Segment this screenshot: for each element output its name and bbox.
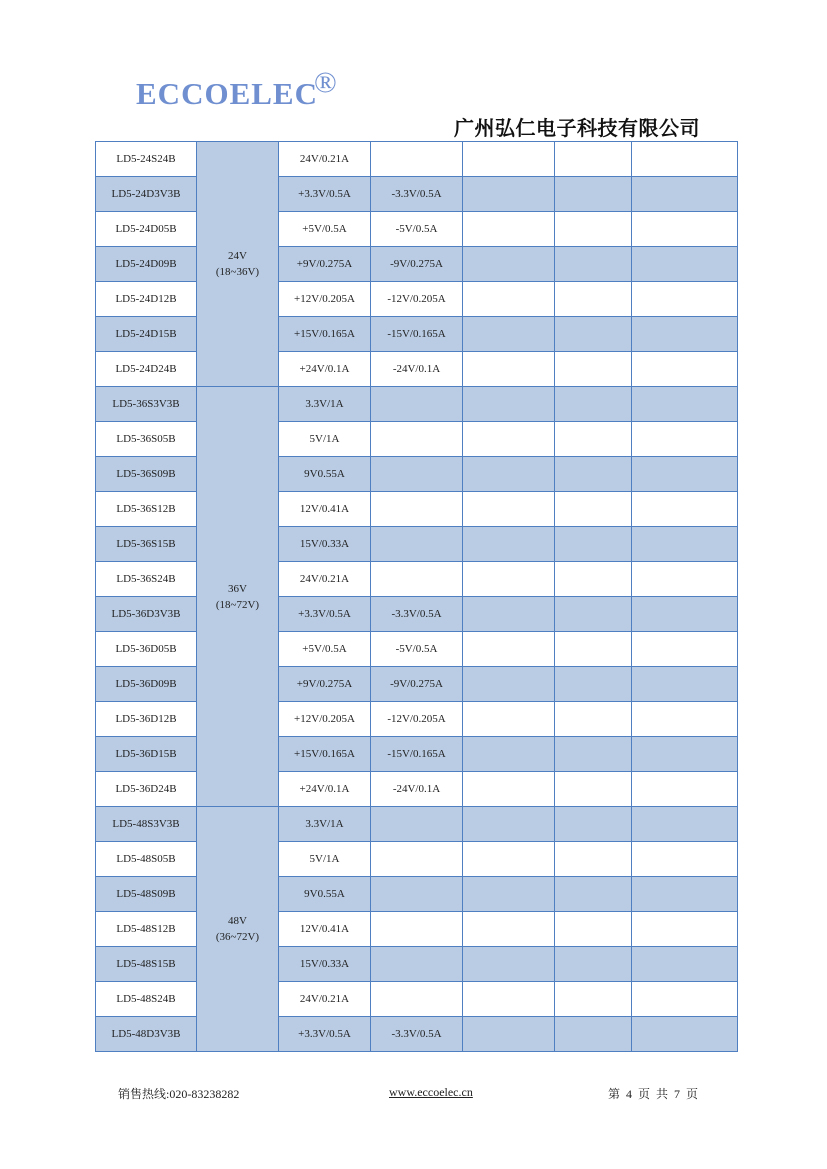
empty-spec-cell: [555, 562, 632, 597]
empty-spec-cell: [632, 632, 738, 667]
output1-cell: 24V/0.21A: [279, 562, 371, 597]
empty-spec-cell: [463, 807, 555, 842]
table-row: [96, 352, 738, 387]
empty-spec-cell: [463, 282, 555, 317]
empty-spec-cell: [632, 527, 738, 562]
table-row: [96, 317, 738, 352]
output1-cell: +9V/0.275A: [279, 667, 371, 702]
empty-spec-cell: [555, 982, 632, 1017]
logo-text: ECCOELEC: [136, 76, 318, 111]
table-row: [96, 982, 738, 1017]
table-row: [96, 177, 738, 212]
empty-spec-cell: [555, 947, 632, 982]
empty-spec-cell: [463, 772, 555, 807]
model-cell: LD5-24D15B: [96, 317, 197, 352]
model-cell: LD5-36S09B: [96, 457, 197, 492]
output1-cell: +15V/0.165A: [279, 737, 371, 772]
empty-spec-cell: [463, 842, 555, 877]
model-cell: LD5-24D09B: [96, 247, 197, 282]
empty-spec-cell: [632, 842, 738, 877]
empty-spec-cell: [463, 317, 555, 352]
empty-spec-cell: [555, 177, 632, 212]
table-row: [96, 737, 738, 772]
page-number: 第 4 页 共 7 页: [608, 1087, 699, 1101]
output1-cell: 15V/0.33A: [279, 527, 371, 562]
empty-spec-cell: [555, 667, 632, 702]
empty-spec-cell: [632, 212, 738, 247]
model-cell: LD5-36S15B: [96, 527, 197, 562]
empty-spec-cell: [463, 912, 555, 947]
input-voltage-nominal: 24V: [228, 250, 247, 262]
output1-cell: +24V/0.1A: [279, 772, 371, 807]
empty-spec-cell: [632, 247, 738, 282]
empty-spec-cell: [632, 317, 738, 352]
output1-cell: +5V/0.5A: [279, 212, 371, 247]
model-cell: LD5-48S12B: [96, 912, 197, 947]
table-row: [96, 947, 738, 982]
model-cell: LD5-36S3V3B: [96, 387, 197, 422]
model-cell: LD5-48S09B: [96, 877, 197, 912]
empty-spec-cell: [463, 1017, 555, 1052]
empty-spec-cell: [463, 982, 555, 1017]
model-cell: LD5-24S24B: [96, 142, 197, 177]
empty-spec-cell: [555, 597, 632, 632]
empty-spec-cell: [555, 807, 632, 842]
model-cell: LD5-24D05B: [96, 212, 197, 247]
output2-cell: [371, 842, 463, 877]
empty-spec-cell: [632, 807, 738, 842]
output1-cell: +9V/0.275A: [279, 247, 371, 282]
output2-cell: [371, 807, 463, 842]
empty-spec-cell: [632, 387, 738, 422]
website-link[interactable]: www.eccoelec.cn: [389, 1085, 473, 1099]
model-cell: LD5-48S15B: [96, 947, 197, 982]
output2-cell: -3.3V/0.5A: [371, 597, 463, 632]
empty-spec-cell: [463, 597, 555, 632]
empty-spec-cell: [555, 842, 632, 877]
output2-cell: -24V/0.1A: [371, 352, 463, 387]
empty-spec-cell: [632, 1017, 738, 1052]
registered-mark: ®: [314, 66, 338, 99]
model-cell: LD5-36S05B: [96, 422, 197, 457]
output1-cell: +12V/0.205A: [279, 282, 371, 317]
empty-spec-cell: [555, 457, 632, 492]
empty-spec-cell: [555, 877, 632, 912]
empty-spec-cell: [555, 142, 632, 177]
company-logo: [136, 66, 338, 112]
empty-spec-cell: [463, 177, 555, 212]
output2-cell: [371, 422, 463, 457]
empty-spec-cell: [555, 702, 632, 737]
output1-cell: 3.3V/1A: [279, 807, 371, 842]
empty-spec-cell: [632, 772, 738, 807]
table-row: [96, 247, 738, 282]
output1-cell: +3.3V/0.5A: [279, 597, 371, 632]
empty-spec-cell: [463, 562, 555, 597]
input-voltage-range: (18~72V): [215, 598, 260, 611]
output1-cell: 24V/0.21A: [279, 142, 371, 177]
output2-cell: [371, 562, 463, 597]
output2-cell: [371, 457, 463, 492]
input-voltage-range: (36~72V): [215, 931, 260, 943]
model-cell: LD5-24D24B: [96, 352, 197, 387]
empty-spec-cell: [463, 877, 555, 912]
empty-spec-cell: [632, 877, 738, 912]
output1-cell: 15V/0.33A: [279, 947, 371, 982]
table-row: [96, 492, 738, 527]
output2-cell: -12V/0.205A: [371, 282, 463, 317]
output2-cell: -3.3V/0.5A: [371, 177, 463, 212]
output2-cell: [371, 527, 463, 562]
empty-spec-cell: [463, 632, 555, 667]
empty-spec-cell: [463, 527, 555, 562]
output2-cell: -24V/0.1A: [371, 772, 463, 807]
empty-spec-cell: [632, 177, 738, 212]
output2-cell: -15V/0.165A: [371, 737, 463, 772]
model-cell: LD5-48S24B: [96, 982, 197, 1017]
empty-spec-cell: [463, 702, 555, 737]
empty-spec-cell: [555, 212, 632, 247]
output1-cell: 5V/1A: [279, 422, 371, 457]
model-cell: LD5-36D05B: [96, 632, 197, 667]
table-row: [96, 632, 738, 667]
table-row: [96, 142, 738, 177]
empty-spec-cell: [463, 212, 555, 247]
output1-cell: 9V0.55A: [279, 457, 371, 492]
table-row: [96, 772, 738, 807]
empty-spec-cell: [555, 387, 632, 422]
empty-spec-cell: [463, 387, 555, 422]
table-row: [96, 562, 738, 597]
empty-spec-cell: [463, 422, 555, 457]
empty-spec-cell: [632, 457, 738, 492]
input-voltage-nominal: 48V: [228, 915, 247, 927]
output1-cell: 5V/1A: [279, 842, 371, 877]
output2-cell: [371, 492, 463, 527]
empty-spec-cell: [632, 737, 738, 772]
company-name: 广州弘仁电子科技有限公司: [454, 116, 700, 140]
model-cell: LD5-36D15B: [96, 737, 197, 772]
output2-cell: [371, 947, 463, 982]
empty-spec-cell: [555, 317, 632, 352]
output1-cell: +3.3V/0.5A: [279, 177, 371, 212]
table-row: [96, 807, 738, 842]
output2-cell: -5V/0.5A: [371, 632, 463, 667]
output2-cell: [371, 982, 463, 1017]
model-cell: LD5-36D3V3B: [96, 597, 197, 632]
table-row: [96, 912, 738, 947]
empty-spec-cell: [632, 422, 738, 457]
model-cell: LD5-48S05B: [96, 842, 197, 877]
input-voltage-range: (18~36V): [215, 266, 260, 278]
empty-spec-cell: [632, 912, 738, 947]
empty-spec-cell: [632, 702, 738, 737]
empty-spec-cell: [463, 457, 555, 492]
empty-spec-cell: [632, 352, 738, 387]
input-voltage-cell: [197, 807, 279, 1052]
empty-spec-cell: [632, 282, 738, 317]
empty-spec-cell: [463, 247, 555, 282]
output1-cell: 3.3V/1A: [279, 387, 371, 422]
output2-cell: [371, 912, 463, 947]
empty-spec-cell: [555, 282, 632, 317]
output2-cell: -5V/0.5A: [371, 212, 463, 247]
empty-spec-cell: [463, 352, 555, 387]
output1-cell: 9V0.55A: [279, 877, 371, 912]
output2-cell: -12V/0.205A: [371, 702, 463, 737]
empty-spec-cell: [555, 352, 632, 387]
table-row: [96, 597, 738, 632]
spec-table-body: [96, 142, 738, 1052]
output2-cell: -3.3V/0.5A: [371, 1017, 463, 1052]
empty-spec-cell: [632, 562, 738, 597]
table-row: [96, 877, 738, 912]
empty-spec-cell: [555, 422, 632, 457]
sales-hotline: 销售热线:020-83238282: [118, 1087, 240, 1101]
table-row: [96, 457, 738, 492]
output2-cell: -9V/0.275A: [371, 667, 463, 702]
table-row: [96, 422, 738, 457]
model-cell: LD5-24D12B: [96, 282, 197, 317]
output2-cell: [371, 387, 463, 422]
output2-cell: -15V/0.165A: [371, 317, 463, 352]
product-spec-table: [95, 141, 738, 1052]
empty-spec-cell: [632, 947, 738, 982]
table-row: [96, 527, 738, 562]
empty-spec-cell: [463, 667, 555, 702]
empty-spec-cell: [632, 982, 738, 1017]
output2-cell: -9V/0.275A: [371, 247, 463, 282]
empty-spec-cell: [555, 912, 632, 947]
output1-cell: +3.3V/0.5A: [279, 1017, 371, 1052]
empty-spec-cell: [555, 1017, 632, 1052]
table-row: [96, 212, 738, 247]
empty-spec-cell: [555, 772, 632, 807]
input-voltage-nominal: 36V: [228, 582, 247, 595]
input-voltage-cell: [197, 142, 279, 387]
table-row: [96, 282, 738, 317]
output1-cell: 12V/0.41A: [279, 912, 371, 947]
table-row: [96, 702, 738, 737]
input-voltage-cell: [197, 387, 279, 807]
empty-spec-cell: [463, 947, 555, 982]
output2-cell: [371, 142, 463, 177]
model-cell: LD5-24D3V3B: [96, 177, 197, 212]
output1-cell: +12V/0.205A: [279, 702, 371, 737]
empty-spec-cell: [555, 632, 632, 667]
empty-spec-cell: [632, 667, 738, 702]
model-cell: LD5-48D3V3B: [96, 1017, 197, 1052]
table-row: [96, 1017, 738, 1052]
output1-cell: +5V/0.5A: [279, 632, 371, 667]
empty-spec-cell: [555, 492, 632, 527]
empty-spec-cell: [632, 492, 738, 527]
model-cell: LD5-36S24B: [96, 562, 197, 597]
empty-spec-cell: [555, 247, 632, 282]
model-cell: LD5-48S3V3B: [96, 807, 197, 842]
empty-spec-cell: [463, 492, 555, 527]
table-row: [96, 842, 738, 877]
table-row: [96, 667, 738, 702]
model-cell: LD5-36D12B: [96, 702, 197, 737]
output2-cell: [371, 877, 463, 912]
empty-spec-cell: [632, 142, 738, 177]
table-row: [96, 387, 738, 422]
output1-cell: +15V/0.165A: [279, 317, 371, 352]
model-cell: LD5-36D09B: [96, 667, 197, 702]
empty-spec-cell: [555, 737, 632, 772]
output1-cell: +24V/0.1A: [279, 352, 371, 387]
output1-cell: 12V/0.41A: [279, 492, 371, 527]
empty-spec-cell: [555, 527, 632, 562]
output1-cell: 24V/0.21A: [279, 982, 371, 1017]
empty-spec-cell: [463, 737, 555, 772]
empty-spec-cell: [632, 597, 738, 632]
empty-spec-cell: [463, 142, 555, 177]
model-cell: LD5-36S12B: [96, 492, 197, 527]
model-cell: LD5-36D24B: [96, 772, 197, 807]
